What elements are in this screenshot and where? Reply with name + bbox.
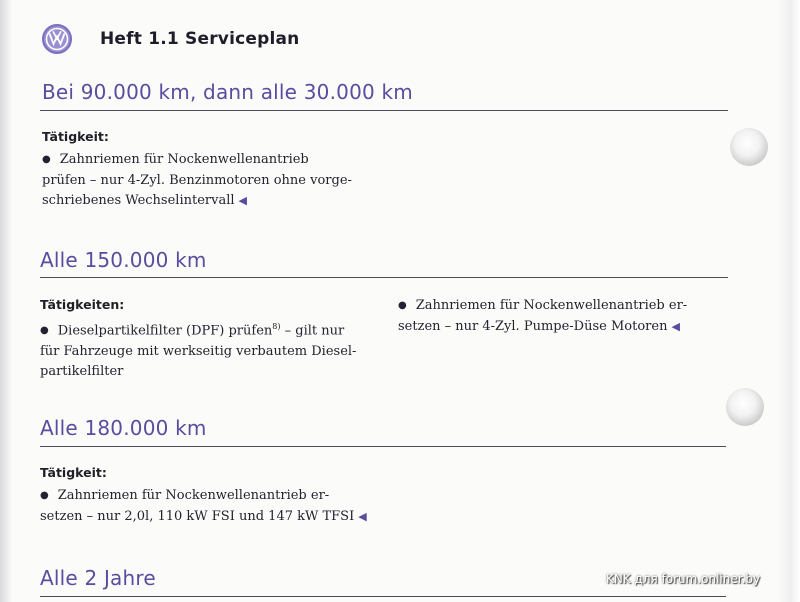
bullet-icon: ● [42, 154, 51, 165]
end-marker-icon: ◀ [671, 320, 680, 333]
bullet-icon: ● [398, 300, 407, 311]
section-heading-90000: Bei 90.000 km, dann alle 30.000 km [42, 80, 413, 104]
section-divider [40, 277, 728, 278]
list-item: ● Dieselpartikelfilter (DPF) prüfen$^{8)}$ – gilt nur für Fahrzeuge mit werkseitig verbautem Diesel- partikelfilter [40, 322, 357, 380]
section-divider [40, 446, 726, 447]
section-heading-2-jahre: Alle 2 Jahre [40, 566, 156, 590]
bullet-icon: ● [40, 325, 49, 337]
vw-logo-icon [42, 24, 72, 54]
end-marker-icon: ◀ [238, 194, 247, 207]
page-right-strip [778, 0, 800, 602]
section-label: Tätigkeit: [42, 129, 109, 144]
end-marker-icon: ◀ [358, 510, 367, 523]
section-heading-180000: Alle 180.000 km [40, 416, 207, 440]
section-heading-150000: Alle 150.000 km [40, 248, 207, 272]
list-item: ● Zahnriemen für Nockenwellenantrieb er- setzen – nur 4-Zyl. Pumpe-Düse Motoren ◀ [398, 298, 688, 334]
page-header-title: Heft 1.1 Serviceplan [100, 29, 300, 49]
section-divider [40, 110, 728, 111]
section-label: Tätigkeit: [40, 465, 107, 480]
binder-hole [730, 128, 768, 166]
binder-hole [726, 388, 764, 426]
list-item: ● Zahnriemen für Nockenwellenantrieb prüfen – nur 4-Zyl. Benzinmotoren ohne vorge- schriebenes Wechselintervall ◀ [42, 152, 352, 208]
page-edge-shadow [0, 0, 12, 602]
list-item: ● Zahnriemen für Nockenwellenantrieb er- setzen – nur 2,0l, 110 kW FSI und 147 kW TFSI ◀ [40, 488, 367, 524]
section-label: Tätigkeiten: [40, 297, 125, 312]
section-divider [40, 596, 726, 597]
bullet-icon: ● [40, 490, 49, 501]
watermark-text: KNK для forum.onliner.by [606, 572, 761, 586]
